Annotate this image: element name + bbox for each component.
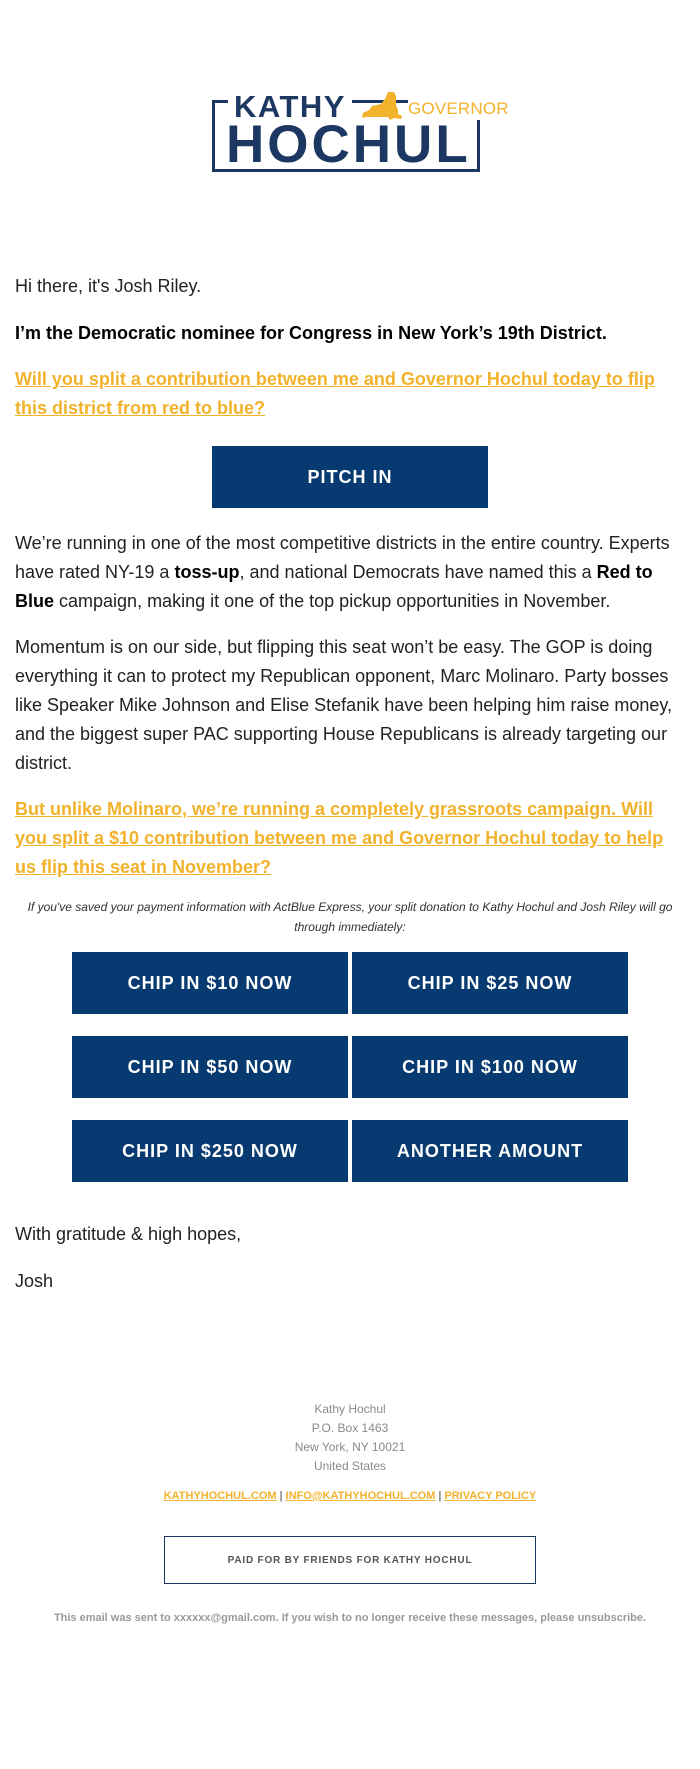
toss-up-emphasis: toss-up	[174, 562, 240, 582]
competitive-district-paragraph	[15, 529, 683, 616]
footer-city: New York, NY 10021	[294, 1440, 406, 1454]
chip-in-25-button[interactable]: CHIP IN $25 NOW	[352, 952, 628, 1014]
website-link[interactable]: KATHYHOCHUL.COM	[163, 1490, 277, 1502]
signature-text: Josh	[15, 1271, 54, 1291]
chip-in-50-button[interactable]: CHIP IN $50 NOW	[72, 1036, 348, 1098]
para1-text-1: We’re running in one of the most competitive districts in the entire country. Experts have rated NY-19 a	[15, 533, 670, 582]
red-to-blue-emphasis: Red to Blue	[15, 562, 653, 611]
pitch-in-button[interactable]: PITCH IN	[212, 446, 488, 508]
logo-role: GOVERNOR	[408, 98, 513, 120]
nominee-statement: I’m the Democratic nominee for Congress in New York’s 19th District.	[15, 323, 607, 343]
footer-links	[0, 1490, 700, 1502]
email-link[interactable]: INFO@KATHYHOCHUL.COM	[285, 1490, 436, 1502]
campaign-logo	[212, 89, 509, 174]
split-contribution-link[interactable]: Will you split a contribution between me and Governor Hochul today to flip this district from red to blue?	[15, 369, 655, 418]
privacy-policy-link[interactable]: PRIVACY POLICY	[444, 1490, 537, 1502]
link-separator: |	[279, 1490, 283, 1502]
chip-in-250-button[interactable]: CHIP IN $250 NOW	[72, 1120, 348, 1182]
para1-text-3: campaign, making it one of the top pickup opportunities in November.	[54, 591, 611, 611]
paid-for-disclaimer: PAID FOR BY FRIENDS FOR KATHY HOCHUL	[164, 1536, 536, 1584]
logo-first-name: KATHY	[228, 90, 352, 124]
grassroots-split-link[interactable]: But unlike Molinaro, we’re running a completely grassroots campaign. Will you split a $10 contribution between me and Governor Hochul today to help us flip this seat in November?	[15, 799, 664, 877]
chip-in-100-button[interactable]: CHIP IN $100 NOW	[352, 1036, 628, 1098]
actblue-express-note: If you've saved your payment information with ActBlue Express, your split donation to Kathy Hochul and Josh Riley will go through immediately:	[27, 900, 673, 934]
greeting-text: Hi there, it's Josh Riley.	[15, 276, 202, 296]
footer-po-box: P.O. Box 1463	[311, 1421, 389, 1435]
chip-in-10-button[interactable]: CHIP IN $10 NOW	[72, 952, 348, 1014]
ask-paragraph-2	[15, 795, 683, 882]
para1-text-2: , and national Democrats have named this a	[239, 562, 597, 582]
logo-last-name: HOCHUL	[226, 115, 471, 174]
footer-name: Kathy Hochul	[314, 1402, 386, 1416]
ask-paragraph-1	[15, 365, 683, 423]
signoff-text: With gratitude & high hopes,	[15, 1224, 242, 1244]
unsubscribe-notice[interactable]: This email was sent to xxxxxx@gmail.com. If you wish to no longer receive these messages, please unsubscribe.	[53, 1612, 647, 1624]
another-amount-button[interactable]: ANOTHER AMOUNT	[352, 1120, 628, 1182]
footer-country: United States	[313, 1459, 387, 1473]
momentum-paragraph: Momentum is on our side, but flipping this seat won’t be easy. The GOP is doing everything it can to protect my Republican opponent, Marc Molinaro. Party bosses like Speaker Mike Johnson and Elise Stefanik have been helping him raise money, and the biggest super PAC supporting House Republicans is already targeting our district.	[15, 637, 673, 773]
link-separator: |	[438, 1490, 442, 1502]
